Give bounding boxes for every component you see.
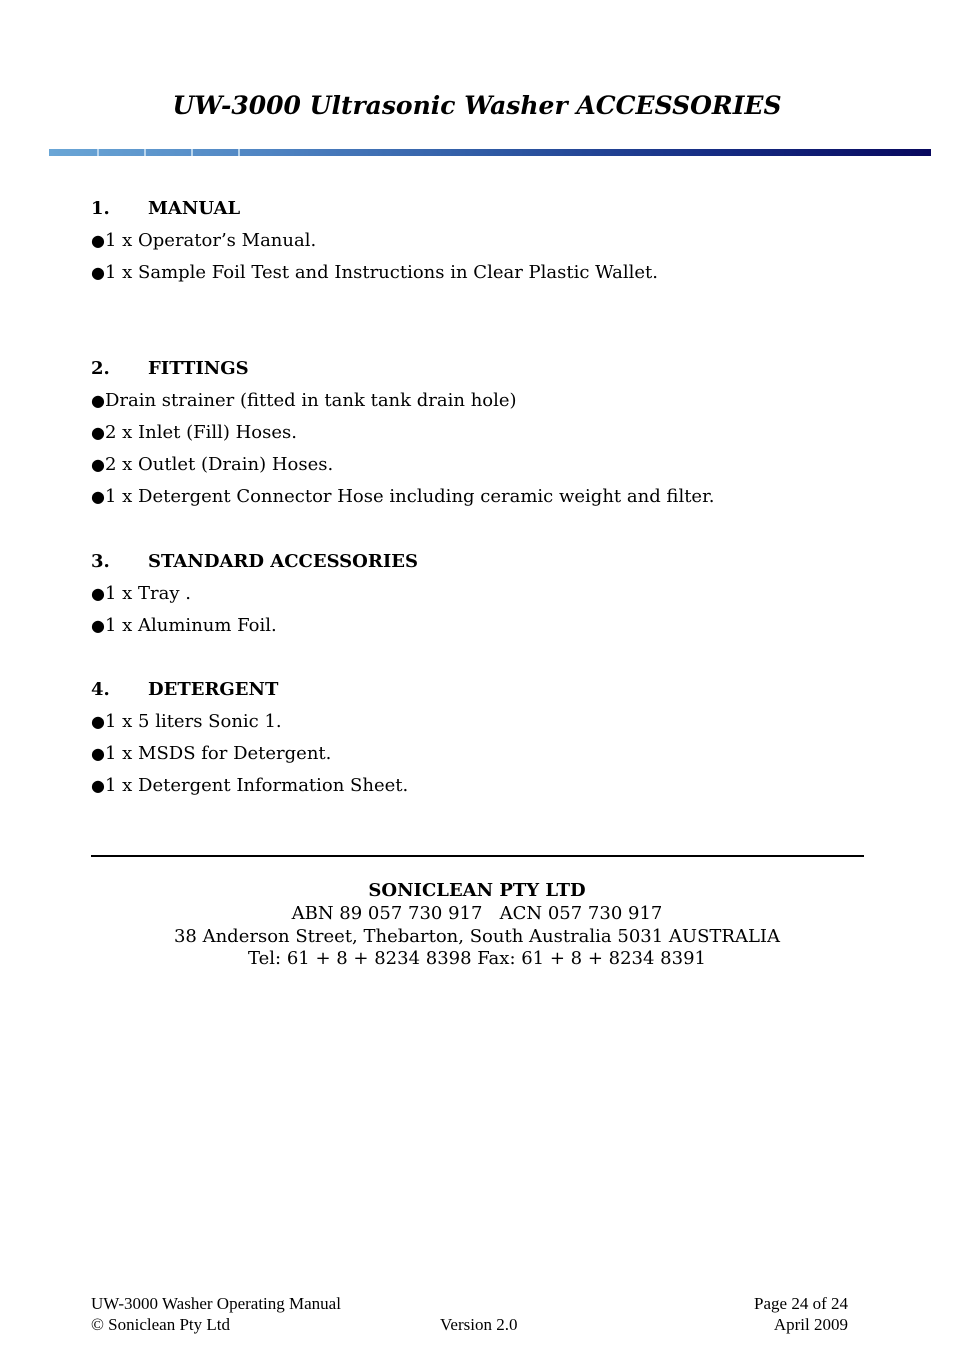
- section-title: MANUAL: [148, 198, 241, 219]
- footer-date: April 2009: [773, 1315, 848, 1334]
- section-title: STANDARD ACCESSORIES: [148, 551, 418, 572]
- list-item: ●Drain strainer (fitted in tank tank drain hole): [91, 390, 517, 411]
- bullet-icon: ●: [91, 391, 105, 410]
- section-title: FITTINGS: [148, 358, 249, 379]
- list-item: ●1 x MSDS for Detergent.: [91, 743, 332, 764]
- bar-notch: [191, 149, 193, 156]
- section-heading: [91, 546, 418, 578]
- document-title: UW-3000 Ultrasonic Washer ACCESSORIES: [172, 91, 782, 120]
- section-detergent: [91, 674, 408, 802]
- company-name: SONICLEAN PTY LTD: [368, 880, 586, 901]
- section-number: 4.: [91, 679, 110, 700]
- list-item: ●1 x Sample Foil Test and Instructions in Clear Plastic Wallet.: [91, 262, 658, 283]
- section-title: DETERGENT: [148, 679, 279, 700]
- section-standard-accessories: [91, 546, 418, 642]
- section-heading: [91, 353, 714, 385]
- list-item: ●1 x Aluminum Foil.: [91, 615, 277, 636]
- section-number: 1.: [91, 198, 110, 219]
- bullet-icon: ●: [91, 584, 105, 603]
- title-underline-bar: [49, 149, 931, 156]
- section-fittings: [91, 353, 714, 513]
- footer-version: Version 2.0: [440, 1315, 518, 1334]
- company-registration: ABN 89 057 730 917 ACN 057 730 917: [291, 903, 663, 924]
- section-manual: [91, 193, 658, 289]
- horizontal-divider: [91, 855, 864, 857]
- section-number: 2.: [91, 358, 110, 379]
- bullet-icon: ●: [91, 263, 105, 282]
- bar-notch: [144, 149, 146, 156]
- bullet-icon: ●: [91, 776, 105, 795]
- list-item: ●1 x Detergent Connector Hose including ceramic weight and filter.: [91, 486, 715, 507]
- bullet-icon: ●: [91, 423, 105, 442]
- bullet-icon: ●: [91, 744, 105, 763]
- list-item: ●1 x Tray .: [91, 583, 191, 604]
- section-heading: [91, 193, 658, 225]
- section-heading: [91, 674, 408, 706]
- list-item: ●2 x Inlet (Fill) Hoses.: [91, 422, 297, 443]
- company-address: 38 Anderson Street, Thebarton, South Australia 5031 AUSTRALIA: [173, 926, 781, 947]
- bullet-icon: ●: [91, 712, 105, 731]
- company-contact: Tel: 61 + 8 + 8234 8398 Fax: 61 + 8 + 8234 8391: [248, 948, 706, 969]
- list-item: ●1 x Detergent Information Sheet.: [91, 775, 409, 796]
- bar-notch: [238, 149, 240, 156]
- footer-manual-name: UW-3000 Washer Operating Manual: [91, 1294, 341, 1313]
- footer-copyright: © Soniclean Pty Ltd: [91, 1315, 230, 1334]
- bullet-icon: ●: [91, 455, 105, 474]
- bullet-icon: ●: [91, 616, 105, 635]
- list-item: ●1 x 5 liters Sonic 1.: [91, 711, 282, 732]
- list-item: ●2 x Outlet (Drain) Hoses.: [91, 454, 334, 475]
- bullet-icon: ●: [91, 487, 105, 506]
- footer-page-number: Page 24 of 24: [754, 1294, 848, 1313]
- bar-notch: [97, 149, 99, 156]
- section-number: 3.: [91, 551, 110, 572]
- list-item: ●1 x Operator’s Manual.: [91, 230, 317, 251]
- bullet-icon: ●: [91, 231, 105, 250]
